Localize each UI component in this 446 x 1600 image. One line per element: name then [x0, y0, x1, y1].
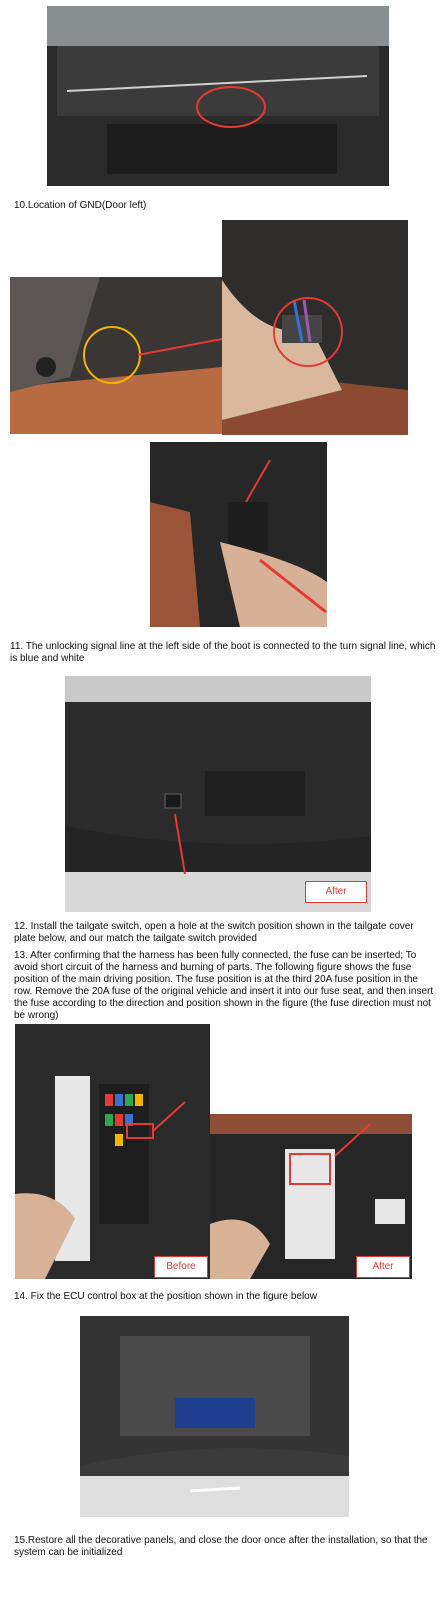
caption-step-15: 15.Restore all the decorative panels, and close the door once after the installation, so that the system can be initialized — [14, 1535, 428, 1558]
before-label: Before — [154, 1256, 208, 1278]
photo-fuse-before — [15, 1024, 210, 1279]
caption-step-14: 14. Fix the ECU control box at the position shown in the figure below — [14, 1291, 317, 1302]
photo-turn-signal-wiring — [150, 442, 327, 627]
photo-ecu-position — [80, 1316, 349, 1517]
caption-step-10: 10.Location of GND(Door left) — [14, 200, 147, 211]
caption-step-12: 12. Install the tailgate switch, open a hole at the switch position shown in the tailgate cover plate below, and our match the tailgate switch provided — [14, 921, 414, 944]
after-label: After — [305, 881, 367, 903]
photo-boot-left-side — [10, 277, 222, 434]
caption-step-13: 13. After confirming that the harness has been fully connected, the fuse can be inserted; To avoid short circuit of the harness and burning of parts. The following figure shows the fuse position of the main driving position. The fuse position is at the third 20A fuse position in the row. Remove the 20A fuse of the original vehicle and insert it into our fuse seat, and then insert the fuse according to the direction and position shown in the figure (the fuse direction must not be wrong) — [14, 950, 434, 1021]
photo-fuse-after — [210, 1114, 412, 1279]
caption-step-11: 11. The unlocking signal line at the left side of the boot is connected to the turn signal line, which is blue and white — [10, 641, 436, 664]
photo-connector-closeup — [222, 220, 408, 435]
photo-gnd-location — [47, 6, 389, 186]
photo-tailgate-switch — [65, 676, 371, 912]
after-fuse-label: After — [356, 1256, 410, 1278]
